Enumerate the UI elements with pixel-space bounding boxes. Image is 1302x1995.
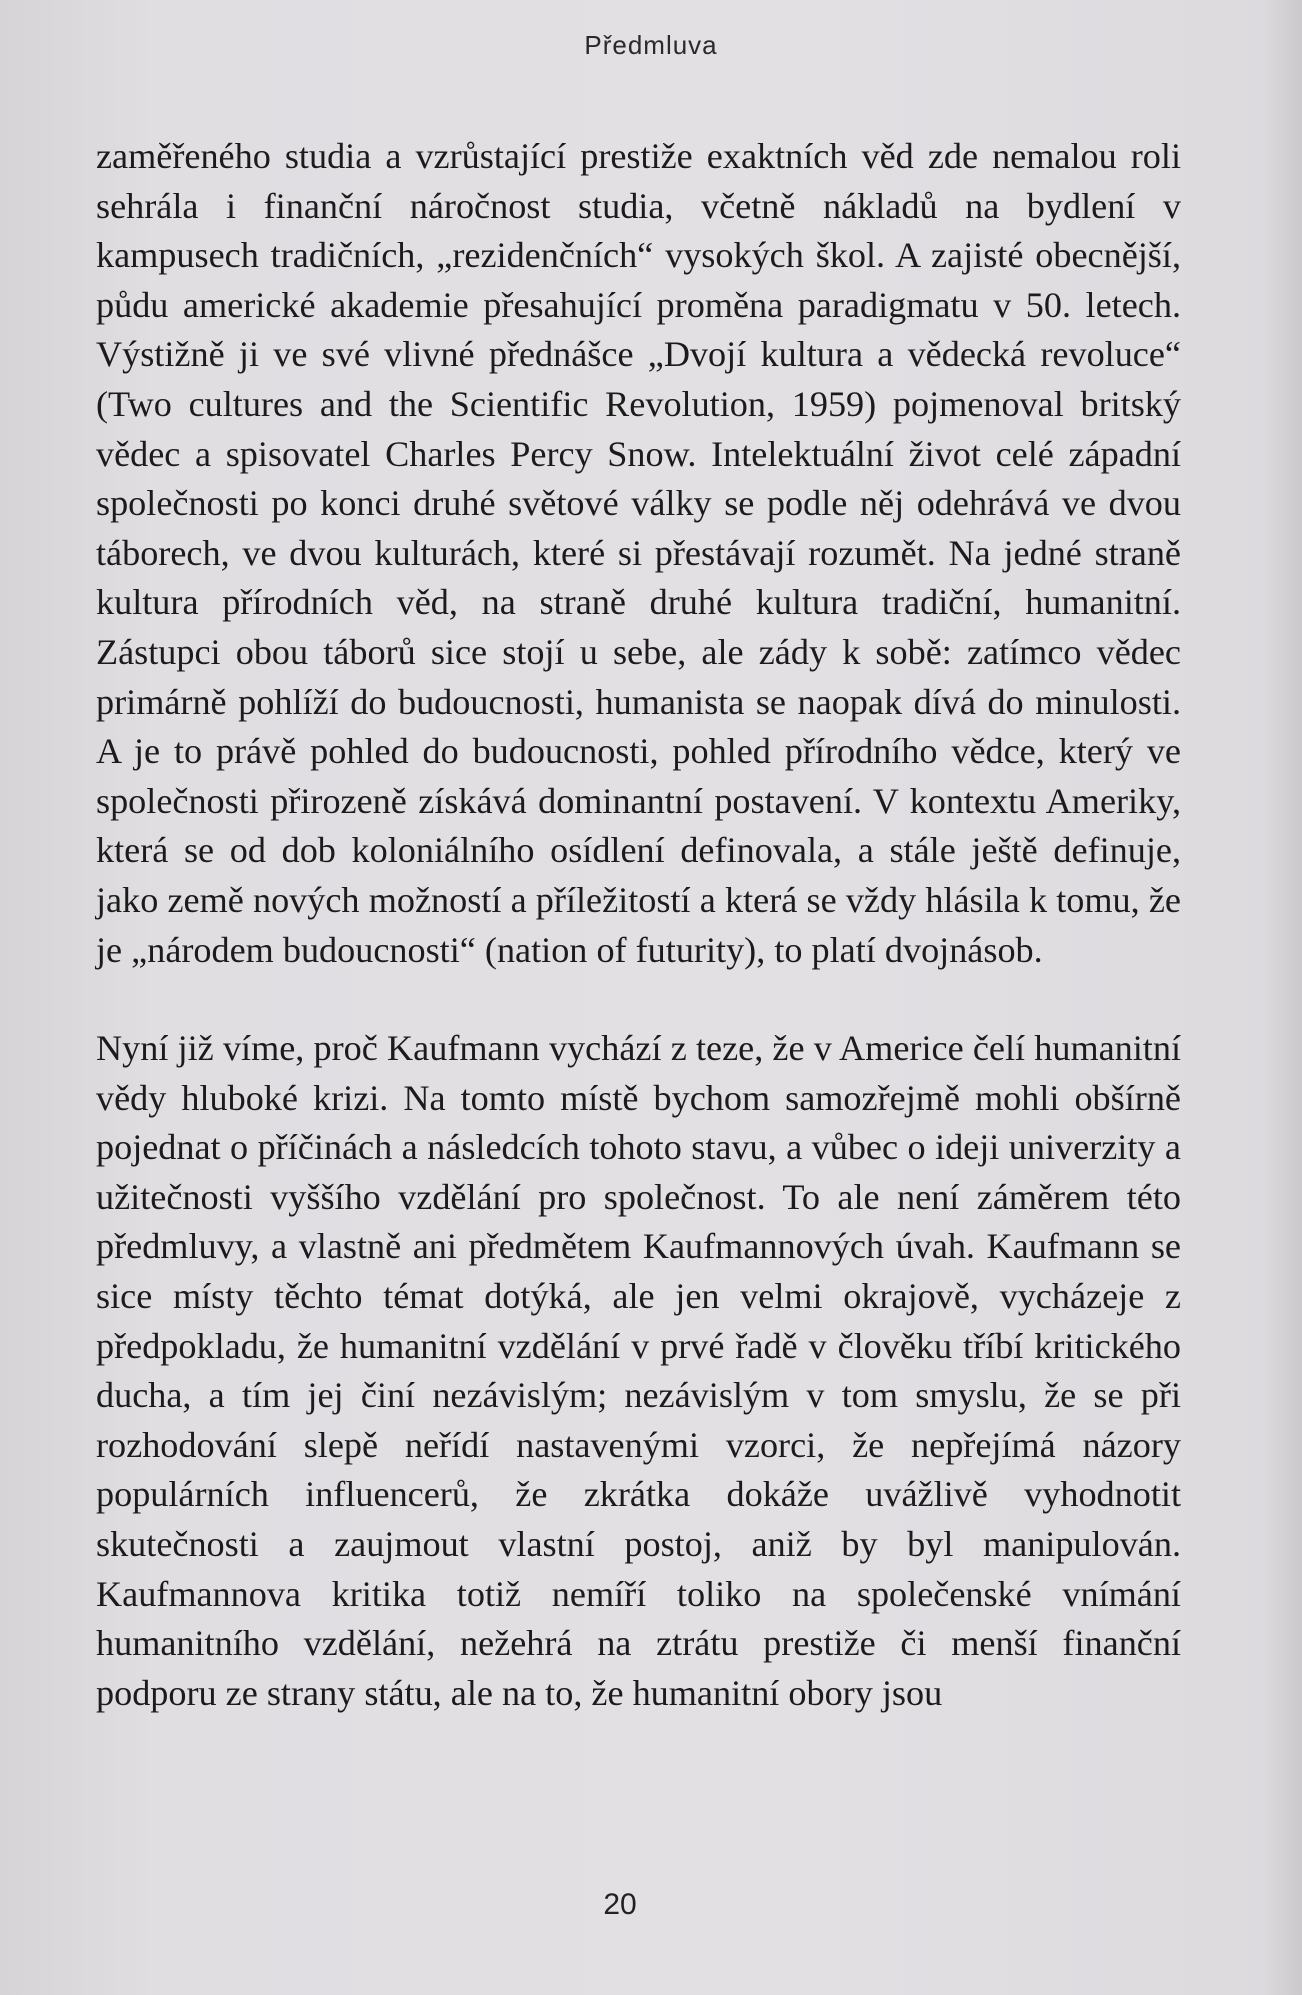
paragraph-1: zaměřeného studia a vzrůstající prestiže exaktních věd zde nemalou roli sehrála i finanční náročnost studia, včetně nákladů na bydlení v kampusech tradičních, „rezidenčních“ vysokých škol. A zajisté obecnější, půdu americké akademie přesahující proměna paradigmatu v 50. letech. Výstižně ji ve své vlivné přednášce „Dvojí kultura a vědecká revoluce“ (Two cultures and the Scientific Revolution, 1959) pojmenoval britský vědec a spisovatel Charles Percy Snow. Intelektuální život celé západní společnosti po konci druhé světové války se podle něj odehrává ve dvou táborech, ve dvou kulturách, které si přestávají rozumět. Na jedné straně kultura přírodních věd, na straně druhé kultura tradiční, humanitní. Zástupci obou táborů sice stojí u sebe, ale zády k sobě: zatímco vědec primárně pohlíží do budoucnosti, humanista se naopak dívá do minulosti. A je to právě pohled do budoucnosti, pohled přírodního vědce, který ve společnosti přirozeně získává dominantní postavení. V kontextu Ameriky, která se od dob koloniálního osídlení definovala, a stále ještě definuje, jako země nových možností a příležitostí a která se vždy hlásila k tomu, že je „národem budoucnosti“ (nation of futurity), to platí dvojnásob.: [96, 136, 1181, 970]
paragraph-2: Nyní již víme, proč Kaufmann vychází z teze, že v Americe čelí humanitní vědy hluboké krizi. Na tomto místě bychom samozřejmě mohli obšírně pojednat o příčinách a následcích tohoto stavu, a vůbec o ideji univerzity a užitečnosti vyššího vzdělání pro společnost. To ale není záměrem této předmluvy, a vlastně ani předmětem Kaufmannových úvah. Kaufmann se sice místy těchto témat dotýká, ale jen velmi okrajově, vycházeje z předpokladu, že humanitní vzdělání v prvé řadě v člověku tříbí kritického ducha, a tím jej činí nezávislým; nezávislým v tom smyslu, že se při rozhodování slepě neřídí nastavenými vzorci, že nepřejímá názory populárních influencerů, že zkrátka dokáže uvážlivě vyhodnotit skutečnosti a zaujmout vlastní postoj, aniž by byl manipulován. Kaufmannova kritika totiž nemíří toliko na společenské vnímání humanitního vzdělání, nežehrá na ztrátu prestiže či menší finanční podporu ze strany státu, ale na to, že humanitní obory jsou: [96, 1028, 1181, 1713]
body-text: [96, 132, 1181, 1718]
page-number: 20: [603, 1888, 637, 1921]
running-header: Předmluva: [584, 30, 718, 60]
